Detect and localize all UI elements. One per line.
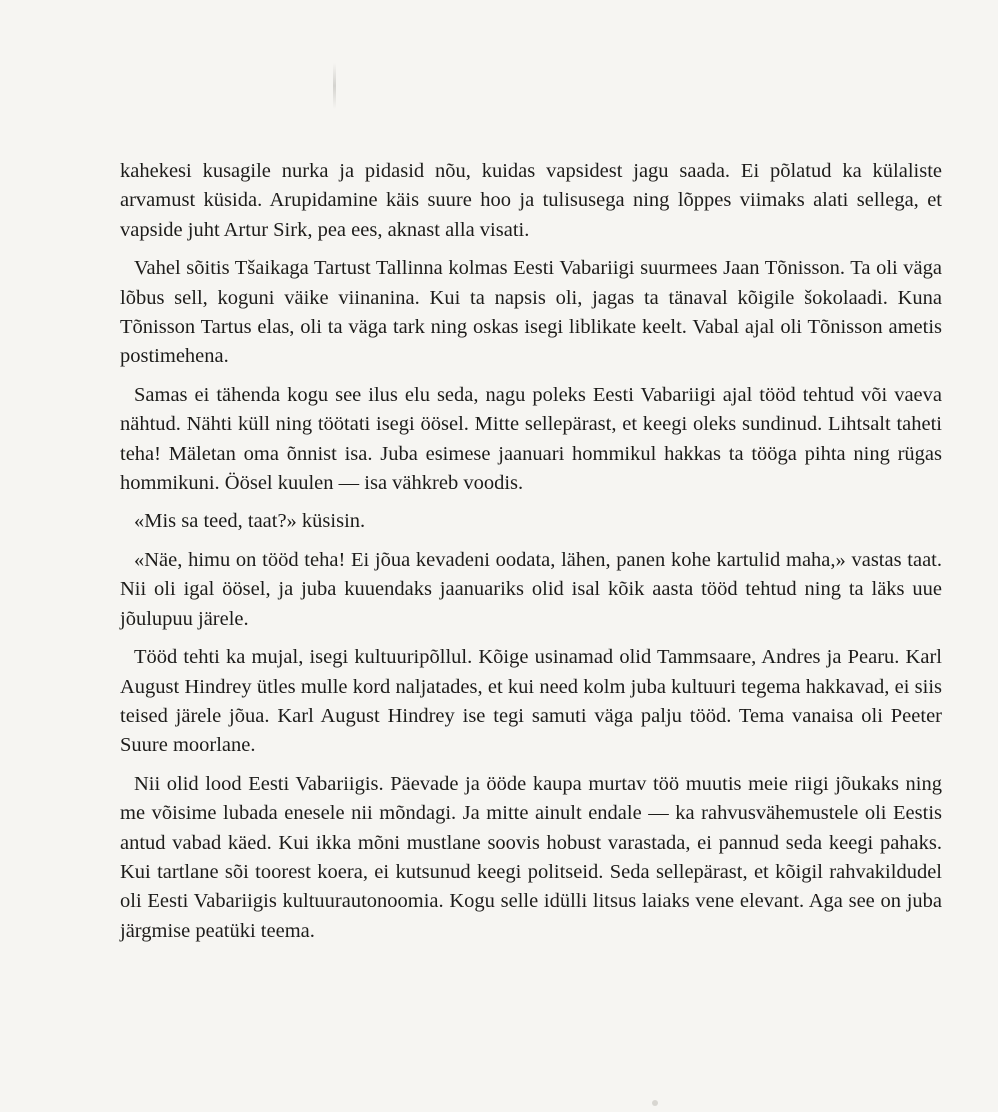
paragraph-4: «Mis sa teed, taat?» küsisin. bbox=[134, 510, 366, 533]
paragraph-3: Samas ei tähenda kogu see ilus elu seda, nagu poleks Eesti Vabariigi ajal tööd tehtud või vaeva nähtud. Nähti küll ning töötati isegi öösel. Mitte sellepärast, et keegi oleks sundinud. Lihtsalt taheti teha! Mäletan oma õnnist isa. Juba esimese jaanuari hommikul hakkas ta tööga pihta ning rügas hommikuni. Öösel kuulen — isa vähkreb voodis. bbox=[120, 383, 942, 495]
paragraph-5: «Näe, himu on tööd teha! Ei jõua kevadeni oodata, lähen, panen kohe kartulid maha,» vastas taat. Nii oli igal öösel, ja juba kuuendaks jaanuariks olid isal kõik aasta tööd tehtud ning ta läks uue jõulupuu järele. bbox=[120, 548, 942, 630]
page-crease-mark bbox=[333, 63, 336, 109]
paragraph-2: Vahel sõitis Tšaikaga Tartust Tallinna kolmas Eesti Vabariigi suurmees Jaan Tõnisson. Ta oli väga lõbus sell, koguni väike viinanina. Kui ta napsis oli, jagas ta tänaval kõigile šokolaadi. Kuna Tõnisson Tartus elas, oli ta väga tark ning oskas isegi liblikate keelt. Vabal ajal oli Tõnisson ametis postimehena. bbox=[120, 257, 942, 368]
body-text bbox=[120, 157, 942, 955]
paragraph-7: Nii olid lood Eesti Vabariigis. Päevade ja ööde kaupa murtav töö muutis meie riigi jõukaks ning me võisime lubada enesele nii mõndagi. Ja mitte ainult endale — ka rahvusvähemustele oli Eestis antud vabad käed. Kui ikka mõni mustlane soovis hobust varastada, ei pannud seda keegi pahaks. Kui tartlane sõi toorest koera, ei kutsunud keegi politseid. Seda sellepärast, et kõigil rahvakildudel oli Eesti Vabariigis kultuurautonoomia. Kogu selle idülli litsus laiaks vene elevant. Aga see on juba järgmise peatüki teema. bbox=[120, 772, 942, 942]
show-through-mark bbox=[652, 1100, 658, 1106]
paragraph-6: Tööd tehti ka mujal, isegi kultuuripõllul. Kõige usinamad olid Tammsaare, Andres ja Pearu. Karl August Hindrey ütles mulle kord naljatades, et kui need kolm juba kultuuri tegema hakkavad, ei siis teised järele jõua. Karl August Hindrey ise tegi samuti väga palju tööd. Tema vanaisa oli Peeter Suure moorlane. bbox=[120, 646, 942, 757]
paragraph-1: kahekesi kusagile nurka ja pidasid nõu, kuidas vapsidest jagu saada. Ei põlatud ka külaliste arvamust küsida. Arupidamine käis suure hoo ja tulisusega ning lõppes viimaks alati sellega, et vapside juht Artur Sirk, pea ees, aknast alla visati. bbox=[120, 160, 942, 241]
